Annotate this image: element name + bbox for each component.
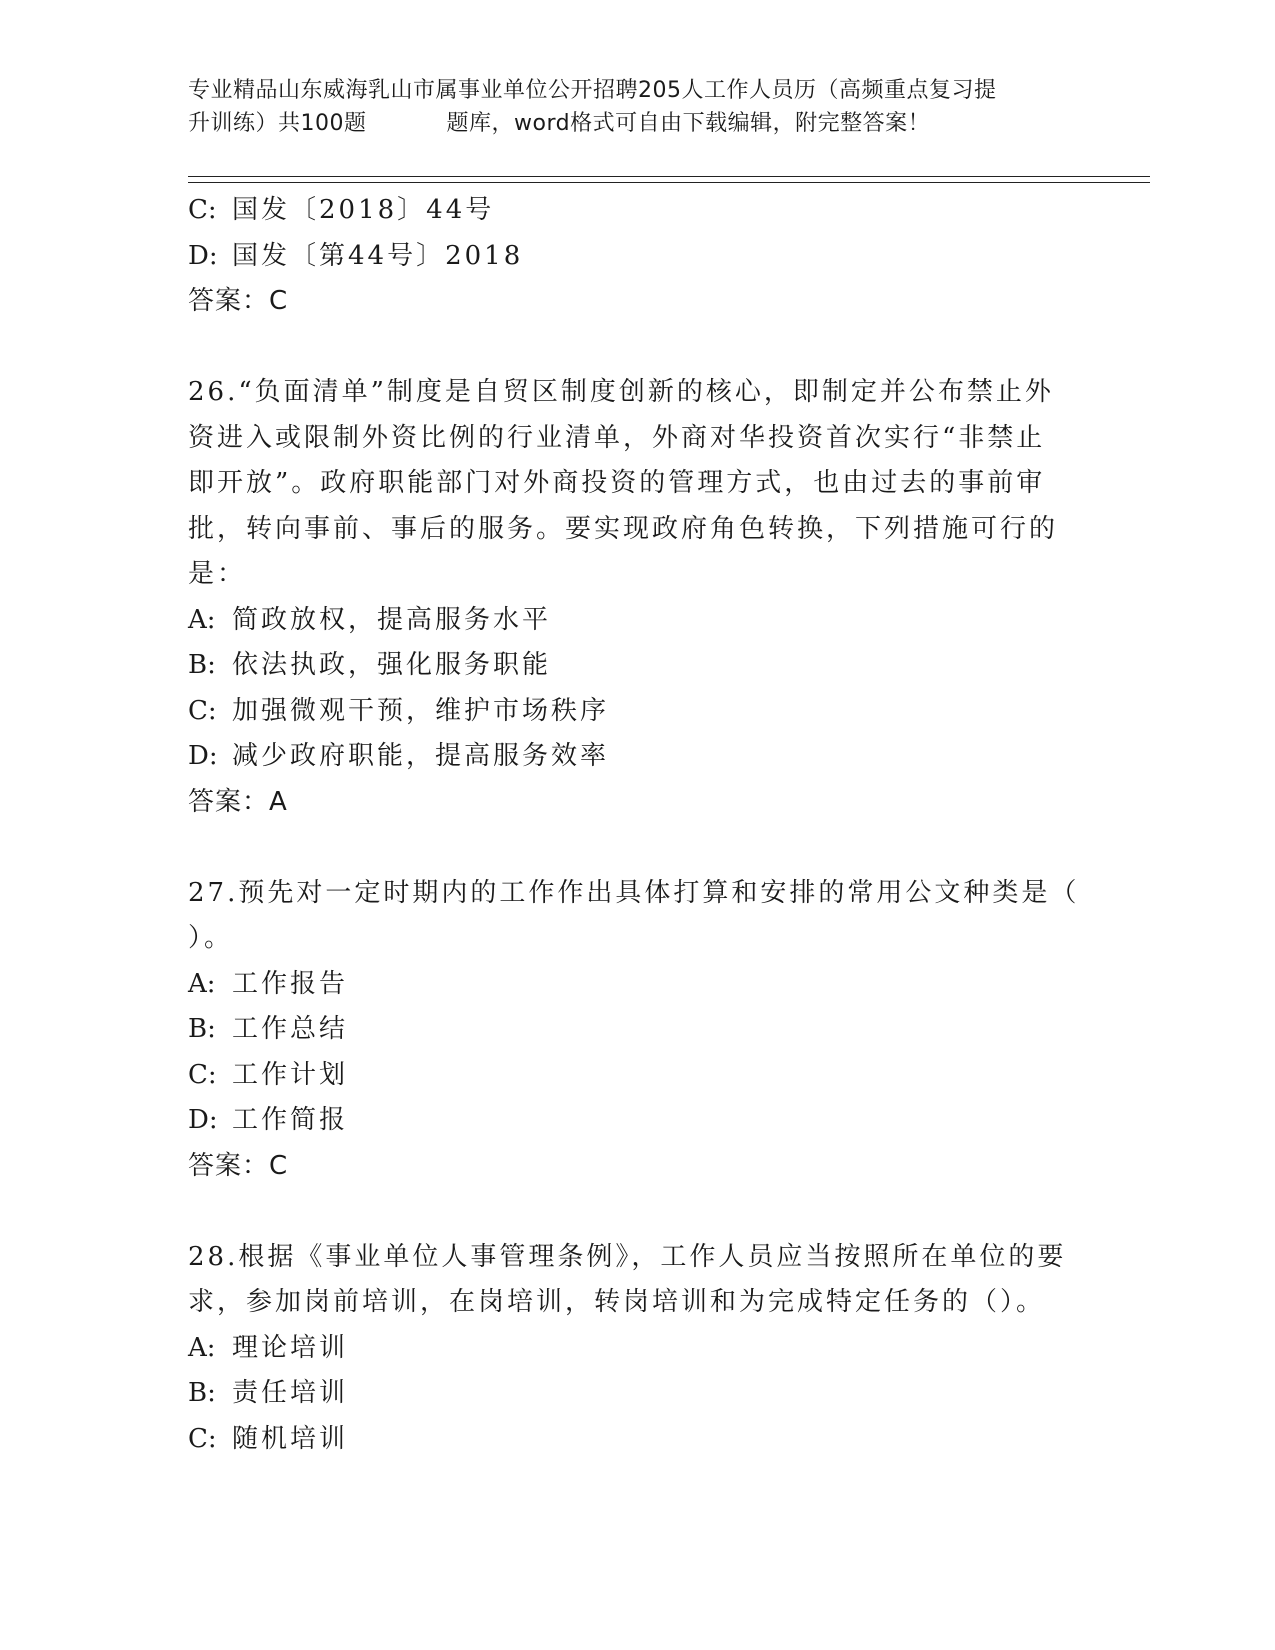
option-label: D: xyxy=(188,240,218,271)
question-26 xyxy=(188,370,1088,825)
question-stem-line: 是： xyxy=(188,559,247,589)
header-title-part-2: 题库，word格式可自由下载编辑，附完整答案！ xyxy=(446,111,931,136)
question-stem-line: 26.“负面清单”制度是自贸区制度创新的核心，即制定并公布禁止外 xyxy=(188,377,1054,407)
option-text: 加强微观干预，维护市场秩序 xyxy=(232,695,610,726)
header-divider-bottom xyxy=(188,182,1150,183)
question-stem-line: 批，转向事前、事后的服务。要实现政府角色转换，下列措施可行的 xyxy=(188,513,1059,544)
option-label: B: xyxy=(188,1014,216,1044)
option-a xyxy=(188,598,1088,644)
option-d xyxy=(188,234,1088,280)
option-label: C: xyxy=(188,1423,217,1454)
option-b xyxy=(188,643,1088,689)
option-label: A: xyxy=(188,1332,216,1363)
option-a xyxy=(188,962,1088,1008)
option-a xyxy=(188,1326,1088,1372)
option-label: C: xyxy=(188,695,217,726)
answer: 答案：A xyxy=(188,786,288,817)
option-label: A: xyxy=(188,604,216,635)
option-text: 随机培训 xyxy=(232,1423,349,1454)
option-b xyxy=(188,1007,1088,1053)
option-text: 国发〔2018〕44号 xyxy=(232,195,495,225)
option-d xyxy=(188,1098,1088,1144)
header-title-part-1: 升训练）共100题 xyxy=(188,111,367,136)
question-stem-line: 28.根据《事业单位人事管理条例》，工作人员应当按照所在单位的要 xyxy=(188,1241,1067,1272)
header-title-line-1: 专业精品山东威海乳山市属事业单位公开招聘205人工作人员历（高频重点复习提 xyxy=(188,78,997,103)
question-stem-line: ）。 xyxy=(188,923,234,953)
option-text: 减少政府职能，提高服务效率 xyxy=(232,741,610,771)
option-text: 理论培训 xyxy=(232,1332,349,1363)
option-label: B: xyxy=(188,1378,216,1408)
option-text: 工作报告 xyxy=(232,968,349,999)
option-text: 责任培训 xyxy=(232,1378,349,1408)
option-text: 工作计划 xyxy=(232,1059,349,1090)
question-27 xyxy=(188,871,1088,1190)
option-text: 工作简报 xyxy=(232,1105,349,1135)
question-stem-line: 即开放”。政府职能部门对外商投资的管理方式，也由过去的事前审 xyxy=(188,468,1046,498)
spacer xyxy=(188,825,1088,871)
option-label: C: xyxy=(188,195,217,225)
option-text: 依法执政，强化服务职能 xyxy=(232,650,552,680)
question-stem-line: 资进入或限制外资比例的行业清单，外商对华投资首次实行“非禁止 xyxy=(188,422,1046,453)
option-b xyxy=(188,1371,1088,1417)
option-c xyxy=(188,188,1088,234)
document-header xyxy=(188,74,1088,140)
spacer xyxy=(188,1189,1088,1235)
spacer xyxy=(188,325,1088,371)
option-label: B: xyxy=(188,650,216,680)
header-divider-top xyxy=(188,176,1150,177)
option-c xyxy=(188,689,1088,735)
option-d xyxy=(188,734,1088,780)
option-label: A: xyxy=(188,968,216,999)
option-label: D: xyxy=(188,1105,218,1135)
option-c xyxy=(188,1417,1088,1463)
prev-question xyxy=(188,188,1088,325)
option-c xyxy=(188,1053,1088,1099)
option-text: 工作总结 xyxy=(232,1014,349,1044)
answer: 答案：C xyxy=(188,1150,289,1181)
question-28 xyxy=(188,1235,1088,1463)
option-text: 简政放权，提高服务水平 xyxy=(232,604,552,635)
question-content xyxy=(188,188,1088,1462)
option-label: C: xyxy=(188,1059,217,1090)
header-title-line-2 xyxy=(188,107,1088,140)
answer: 答案：C xyxy=(188,286,289,316)
question-stem-line: 求，参加岗前培训，在岗培训，转岗培训和为完成特定任务的（）。 xyxy=(188,1287,1046,1317)
option-label: D: xyxy=(188,741,218,771)
option-text: 国发〔第44号〕2018 xyxy=(232,240,524,271)
question-stem-line: 27.预先对一定时期内的工作作出具体打算和安排的常用公文种类是（ xyxy=(188,877,1080,908)
